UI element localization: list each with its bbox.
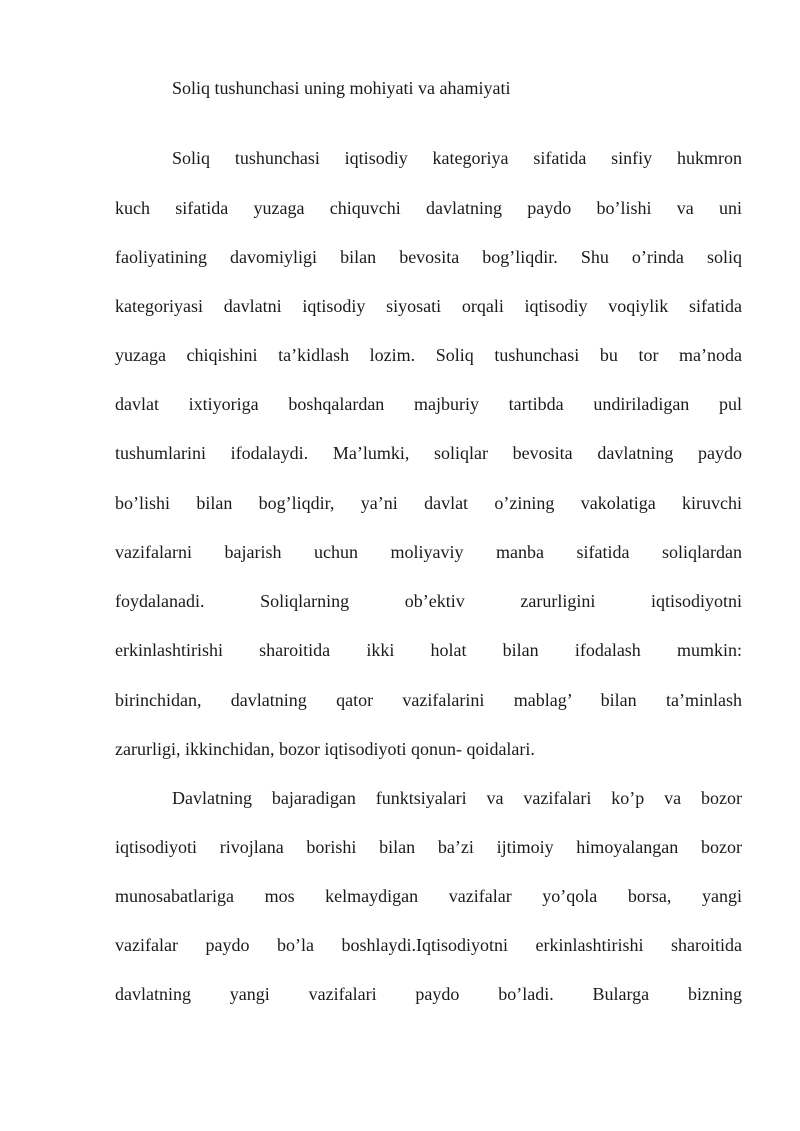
text-line: kuch sifatida yuzaga chiquvchi davlatning paydo bo’lishi va uni xyxy=(115,198,742,218)
text-line: Davlatning bajaradigan funktsiyalari va vazifalari ko’p va bozor xyxy=(172,788,742,808)
text-line: davlatning yangi vazifalari paydo bo’ladi. Bularga bizning xyxy=(115,984,742,1004)
text-line: zarurligi, ikkinchidan, bozor iqtisodiyoti qonun- qoidalari. xyxy=(115,739,535,759)
document-title: Soliq tushunchasi uning mohiyati va ahamiyati xyxy=(172,78,511,98)
text-line: tushumlarini ifodalaydi. Ma’lumki, soliqlar bevosita davlatning paydo xyxy=(115,443,742,463)
text-line: Soliq tushunchasi iqtisodiy kategoriya sifatida sinfiy hukmron xyxy=(172,148,742,168)
text-line: vazifalar paydo bo’la boshlaydi.Iqtisodiyotni erkinlashtirishi sharoitida xyxy=(115,935,742,955)
text-line: iqtisodiyoti rivojlana borishi bilan ba’zi ijtimoiy himoyalangan bozor xyxy=(115,837,742,857)
text-line: erkinlashtirishi sharoitida ikki holat bilan ifodalash mumkin: xyxy=(115,640,742,660)
text-line: faoliyatining davomiyligi bilan bevosita bog’liqdir. Shu o’rinda soliq xyxy=(115,247,742,267)
text-line: bo’lishi bilan bog’liqdir, ya’ni davlat o’zining vakolatiga kiruvchi xyxy=(115,493,742,513)
text-line: yuzaga chiqishini ta’kidlash lozim. Soliq tushunchasi bu tor ma’noda xyxy=(115,345,742,365)
text-line: vazifalarni bajarish uchun moliyaviy manba sifatida soliqlardan xyxy=(115,542,742,562)
text-line: davlat ixtiyoriga boshqalardan majburiy tartibda undiriladigan pul xyxy=(115,394,742,414)
text-line: munosabatlariga mos kelmaydigan vazifalar yo’qola borsa, yangi xyxy=(115,886,742,906)
text-line: kategoriyasi davlatni iqtisodiy siyosati orqali iqtisodiy voqiylik sifatida xyxy=(115,296,742,316)
text-line: birinchidan, davlatning qator vazifalarini mablag’ bilan ta’minlash xyxy=(115,690,742,710)
text-line: foydalanadi. Soliqlarning ob’ektiv zarurligini iqtisodiyotni xyxy=(115,591,742,611)
